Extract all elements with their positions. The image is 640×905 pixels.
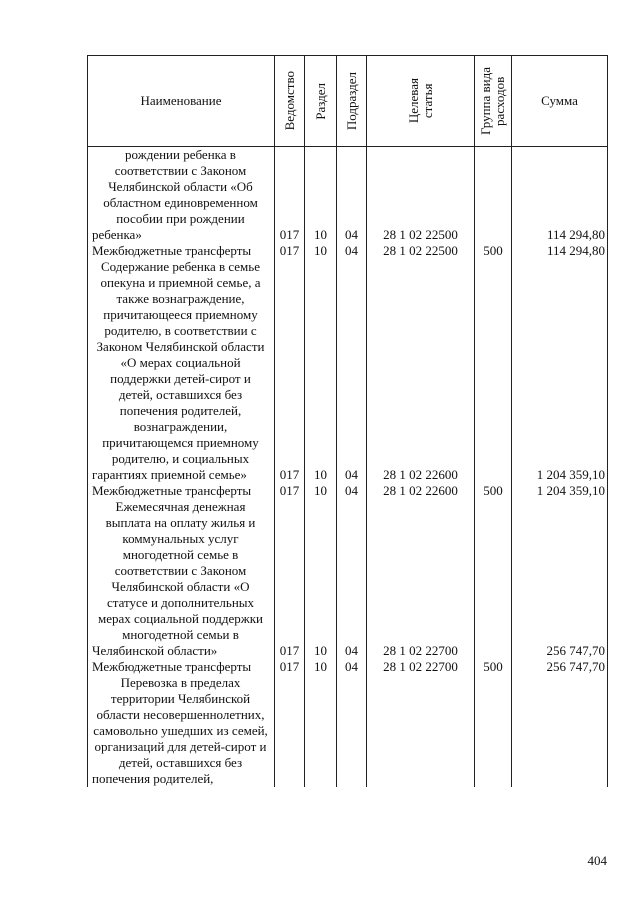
table-row — [88, 675, 608, 787]
row-expense-group — [475, 259, 512, 483]
row-expense-group: 500 — [475, 659, 512, 675]
row-amount: 256 747,70 — [512, 499, 608, 659]
page-number: 404 — [587, 853, 607, 868]
row-expense-group — [475, 147, 512, 244]
header-expense-group: Группа вида расходов — [475, 56, 512, 147]
row-department: 017 — [275, 147, 305, 244]
row-section: 10 — [305, 659, 337, 675]
row-department: 017 — [275, 243, 305, 259]
row-expense-group: 500 — [475, 483, 512, 499]
row-target-item: 28 1 02 22700 — [367, 499, 475, 659]
row-target-item: 28 1 02 22600 — [367, 483, 475, 499]
row-section: 10 — [305, 483, 337, 499]
header-section: Раздел — [305, 56, 337, 147]
row-section: 10 — [305, 499, 337, 659]
row-subsection: 04 — [337, 659, 367, 675]
table-row — [88, 243, 608, 259]
row-department: 017 — [275, 483, 305, 499]
table-header-row — [88, 56, 608, 147]
row-name: Ежемесячная денежная выплата на оплату жилья и коммунальных услуг многодетной семье в соответствии с Законом Челябинской области «О статусе и дополнительных мерах социальной поддержки многодетной семьи в Челябинской области» — [88, 499, 275, 659]
row-expense-group — [475, 499, 512, 659]
row-amount: 114 294,80 — [512, 243, 608, 259]
row-section — [305, 675, 337, 787]
row-target-item: 28 1 02 22500 — [367, 147, 475, 244]
row-section: 10 — [305, 259, 337, 483]
row-subsection: 04 — [337, 483, 367, 499]
row-subsection — [337, 675, 367, 787]
row-target-item: 28 1 02 22700 — [367, 659, 475, 675]
row-expense-group: 500 — [475, 243, 512, 259]
row-amount: 1 204 359,10 — [512, 483, 608, 499]
row-amount: 1 204 359,10 — [512, 259, 608, 483]
header-target-item: Целевая статья — [367, 56, 475, 147]
header-department: Ведомство — [275, 56, 305, 147]
table-row — [88, 483, 608, 499]
row-subsection: 04 — [337, 499, 367, 659]
row-subsection: 04 — [337, 147, 367, 244]
row-amount: 114 294,80 — [512, 147, 608, 244]
row-target-item: 28 1 02 22500 — [367, 243, 475, 259]
row-target-item: 28 1 02 22600 — [367, 259, 475, 483]
row-name: Межбюджетные трансферты — [88, 243, 275, 259]
row-department: 017 — [275, 259, 305, 483]
header-name: Наименование — [88, 56, 275, 147]
table-row — [88, 499, 608, 659]
budget-table — [87, 55, 608, 787]
row-department: 017 — [275, 499, 305, 659]
table-row — [88, 259, 608, 483]
header-subsection: Подраздел — [337, 56, 367, 147]
row-subsection: 04 — [337, 259, 367, 483]
table-row — [88, 147, 608, 244]
row-subsection: 04 — [337, 243, 367, 259]
row-name: Межбюджетные трансферты — [88, 483, 275, 499]
row-section: 10 — [305, 243, 337, 259]
row-name: рождении ребенка в соответствии с Законом Челябинской области «Об областном единовременном пособии при рождении ребенка» — [88, 147, 275, 244]
row-amount — [512, 675, 608, 787]
header-amount: Сумма — [512, 56, 608, 147]
row-section: 10 — [305, 147, 337, 244]
row-expense-group — [475, 675, 512, 787]
row-target-item — [367, 675, 475, 787]
row-name: Содержание ребенка в семье опекуна и приемной семье, а также вознаграждение, причитающееся приемному родителю, в соответствии с Законом Челябинской области «О мерах социальной поддержки детей-сирот и детей, оставшихся без попечения родителей, вознаграждении, причитающемся приемному родителю, и социальных гарантиях приемной семье» — [88, 259, 275, 483]
row-name: Перевозка в пределах территории Челябинской области несовершеннолетних, самовольно ушедших из семей, организаций для детей-сирот и детей, оставшихся без попечения родителей, — [88, 675, 275, 787]
row-name: Межбюджетные трансферты — [88, 659, 275, 675]
row-department — [275, 675, 305, 787]
row-amount: 256 747,70 — [512, 659, 608, 675]
table-row — [88, 659, 608, 675]
row-department: 017 — [275, 659, 305, 675]
